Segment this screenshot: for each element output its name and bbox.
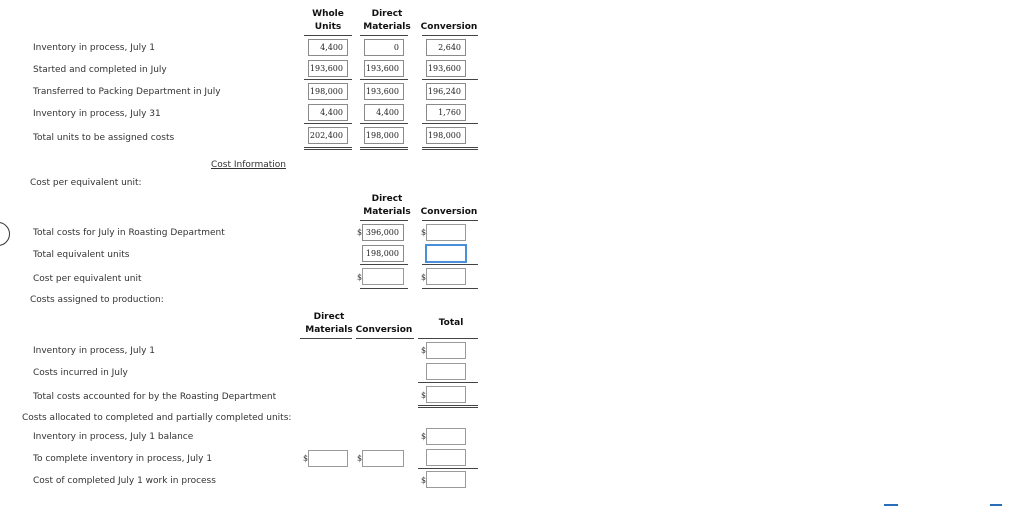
total-to-complete-input[interactable] (426, 449, 466, 466)
conv-total-costs-input[interactable] (426, 224, 466, 241)
dm-units-cell[interactable]: 193,600 (364, 83, 404, 100)
row-label: Total costs for July in Roasting Department (33, 228, 225, 238)
currency-symbol: $ (421, 346, 427, 355)
row-label: Total equivalent units (33, 250, 130, 260)
header-conversion: Conversion (355, 325, 413, 335)
row-label: Inventory in process, July 1 (33, 346, 155, 356)
row-label: Costs incurred in July (33, 368, 128, 378)
scroll-arc-right-icon (990, 504, 1002, 512)
currency-symbol: $ (421, 273, 427, 282)
row-label: Inventory in process, July 1 balance (33, 432, 194, 442)
conv-units-cell[interactable]: 196,240 (426, 83, 466, 100)
conv-units-cell[interactable]: 198,000 (426, 127, 466, 144)
scroll-arc-left-icon (884, 504, 898, 512)
dm-units-cell[interactable]: 193,600 (364, 60, 404, 77)
conv-units-cell[interactable]: 2,640 (426, 39, 466, 56)
whole-units-cell[interactable]: 4,400 (308, 39, 348, 56)
dm-to-complete-input[interactable] (308, 450, 348, 467)
row-label: Total units to be assigned costs (33, 133, 175, 143)
whole-units-cell[interactable]: 198,000 (308, 83, 348, 100)
subsection-title: Costs allocated to completed and partially completed units: (22, 413, 292, 423)
total-costs-incurred-input[interactable] (426, 363, 466, 380)
currency-symbol: $ (357, 273, 363, 282)
total-completed-july1-input[interactable] (426, 471, 466, 488)
currency-symbol: $ (421, 476, 427, 485)
row-label: Inventory in process, July 31 (33, 109, 161, 119)
section-title: Costs assigned to production: (30, 295, 164, 305)
row-label: Transferred to Packing Department in July (33, 87, 221, 97)
whole-units-cell[interactable]: 202,400 (308, 127, 348, 144)
row-label: Cost per equivalent unit (33, 274, 142, 284)
currency-symbol: $ (421, 228, 427, 237)
conv-units-cell[interactable]: 193,600 (426, 60, 466, 77)
total-inventory-july1-input[interactable] (426, 342, 466, 359)
total-costs-accounted-input[interactable] (426, 386, 466, 403)
row-label: Inventory in process, July 1 (33, 43, 155, 53)
dm-cost-per-eu-input[interactable] (362, 268, 404, 285)
whole-units-cell[interactable]: 4,400 (308, 104, 348, 121)
currency-symbol: $ (357, 454, 363, 463)
conv-to-complete-input[interactable] (362, 450, 404, 467)
currency-symbol: $ (357, 228, 363, 237)
header-conversion: Conversion (420, 22, 478, 32)
row-label: Cost of completed July 1 work in process (33, 476, 216, 486)
conv-equivalent-units-input[interactable] (425, 244, 467, 263)
row-label: Started and completed in July (33, 65, 167, 75)
conv-units-cell[interactable]: 1,760 (426, 104, 466, 121)
header-whole-units: Whole Units (312, 9, 344, 32)
header-direct-materials: Direct Materials (363, 9, 411, 32)
cost-information-link[interactable]: Cost Information (211, 160, 286, 170)
currency-symbol: $ (303, 454, 309, 463)
total-july1-balance-input[interactable] (426, 428, 466, 445)
dm-units-cell[interactable]: 4,400 (364, 104, 404, 121)
whole-units-cell[interactable]: 193,600 (308, 60, 348, 77)
currency-symbol: $ (421, 391, 427, 400)
header-conversion: Conversion (420, 207, 478, 217)
side-marker-icon (0, 222, 10, 246)
row-label: To complete inventory in process, July 1 (33, 454, 213, 464)
header-direct-materials: Direct Materials (363, 194, 411, 217)
currency-symbol: $ (421, 432, 427, 441)
section-title: Cost per equivalent unit: (30, 178, 142, 188)
dm-total-costs-cell[interactable]: 396,000 (362, 224, 404, 241)
dm-units-cell[interactable]: 0 (364, 39, 404, 56)
dm-equivalent-units-cell[interactable]: 198,000 (362, 245, 404, 262)
header-total: Total (438, 318, 464, 328)
row-label: Total costs accounted for by the Roasting Department (33, 392, 277, 402)
header-direct-materials: Direct Materials (305, 312, 353, 335)
conv-cost-per-eu-input[interactable] (426, 268, 466, 285)
dm-units-cell[interactable]: 198,000 (364, 127, 404, 144)
